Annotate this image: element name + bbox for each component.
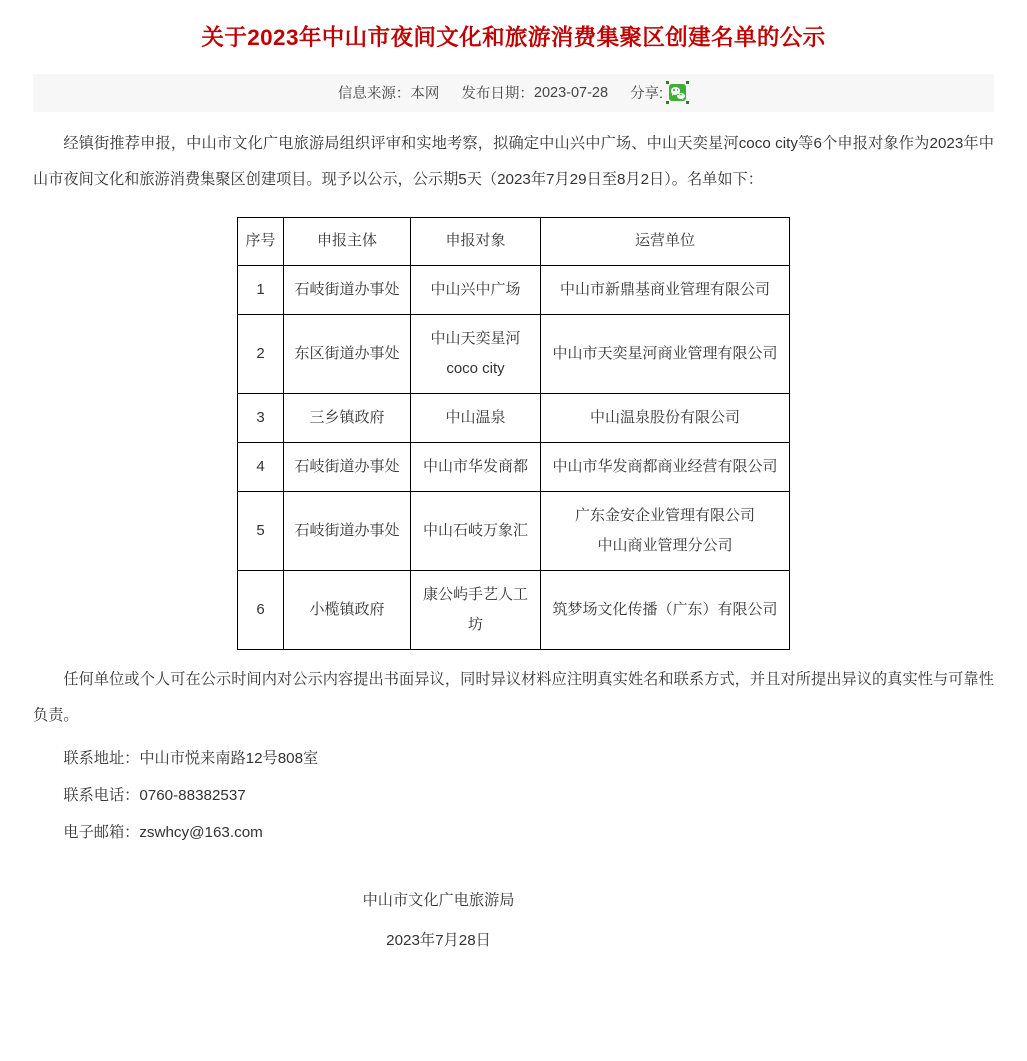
table-row <box>238 265 790 314</box>
objection-paragraph: 任何单位或个人可在公示时间内对公示内容提出书面异议，同时异议材料应注明真实姓名和联系方式，并且对所提出异议的真实性与可靠性负责。 <box>33 670 994 725</box>
share-label: 分享: <box>630 86 664 102</box>
table-row <box>238 570 790 649</box>
cell-object: 中山兴中广场 <box>411 265 541 314</box>
contact-email: 电子邮箱：zswhcy@163.com <box>63 823 263 841</box>
cell-subject: 三乡镇政府 <box>284 393 411 442</box>
cell-subject: 石岐街道办事处 <box>284 491 411 570</box>
wechat-eye-4 <box>677 94 679 96</box>
cell-operator: 中山市新鼎基商业管理有限公司 <box>541 265 790 314</box>
cell-operator: 中山温泉股份有限公司 <box>541 393 790 442</box>
contact-phone: 联系电话：0760-88382537 <box>63 786 246 804</box>
cell-object: 中山市华发商都 <box>411 442 541 491</box>
wechat-icon[interactable] <box>669 84 686 101</box>
table-row <box>238 314 790 393</box>
cell-object: 康公屿手艺人工坊 <box>411 570 541 649</box>
signature-issuer: 中山市文化广电旅游局 <box>362 892 515 910</box>
cell-no: 4 <box>238 442 284 491</box>
publish-date-label: 发布日期： <box>461 86 534 102</box>
table-row <box>238 491 790 570</box>
publish-date-value: 2023-07-28 <box>533 84 609 101</box>
source-label: 信息来源： <box>337 86 411 102</box>
selection-handle-top-left <box>666 81 669 84</box>
wechat-eye-2 <box>677 89 679 91</box>
wechat-eye-3 <box>680 94 682 96</box>
page-title: 关于2023年中山市夜间文化和旅游消费集聚区创建名单的公示 <box>201 25 826 50</box>
cell-operator: 筑梦场文化传播（广东）有限公司 <box>541 570 790 649</box>
meta-bar <box>33 74 994 112</box>
cell-no: 1 <box>238 265 284 314</box>
column-header-object: 申报对象 <box>411 218 541 266</box>
listing-table <box>237 217 790 650</box>
column-header-subject: 申报主体 <box>284 218 411 266</box>
body-content <box>0 112 1027 200</box>
selection-handle-bottom-right <box>686 101 689 104</box>
cell-operator-line-1: 广东金安企业管理有限公司 <box>574 506 755 524</box>
cell-operator: 中山市华发商都商业经营有限公司 <box>541 442 790 491</box>
cell-no: 5 <box>238 491 284 570</box>
table-row <box>238 442 790 491</box>
listing-table-area <box>0 199 1027 650</box>
cell-no: 2 <box>238 314 284 393</box>
cell-subject: 石岐街道办事处 <box>284 265 411 314</box>
contact-address: 联系地址：中山市悦来南路12号808室 <box>63 750 319 768</box>
table-header-row <box>238 218 790 266</box>
cell-no: 6 <box>238 570 284 649</box>
selection-handle-top-right <box>686 81 689 84</box>
contact-block <box>0 735 1027 851</box>
cell-operator: 中山市天奕星河商业管理有限公司 <box>541 314 790 393</box>
cell-subject: 石岐街道办事处 <box>284 442 411 491</box>
cell-no: 3 <box>238 393 284 442</box>
cell-object: 中山温泉 <box>411 393 541 442</box>
cell-subject: 小榄镇政府 <box>284 570 411 649</box>
cell-subject: 东区街道办事处 <box>284 314 411 393</box>
signature-block <box>0 851 1027 960</box>
signature-date: 2023年7月28日 <box>386 931 491 949</box>
cell-object: 中山天奕星河coco city <box>411 314 541 393</box>
intro-paragraph: 经镇街推荐申报，中山市文化广电旅游局组织评审和实地考察，拟确定中山兴中广场、中山天奕星河coco city等6个申报对象作为2023年中山市夜间文化和旅游消费集聚区创建项目。现予以公示，公示期5天（2023年7月29日至8月2日）。名单如下： <box>33 134 994 189</box>
cell-operator <box>541 491 790 570</box>
table-row <box>238 393 790 442</box>
body-content-closing <box>0 650 1027 736</box>
cell-operator-line-2: 中山商业管理分公司 <box>597 536 733 554</box>
column-header-operator: 运营单位 <box>541 218 790 266</box>
cell-object: 中山石岐万象汇 <box>411 491 541 570</box>
selection-handle-bottom-left <box>666 101 669 104</box>
column-header-no: 序号 <box>238 218 284 266</box>
wechat-eye-1 <box>673 89 675 91</box>
share-button[interactable] <box>666 81 689 104</box>
source-value: 本网 <box>410 86 440 102</box>
